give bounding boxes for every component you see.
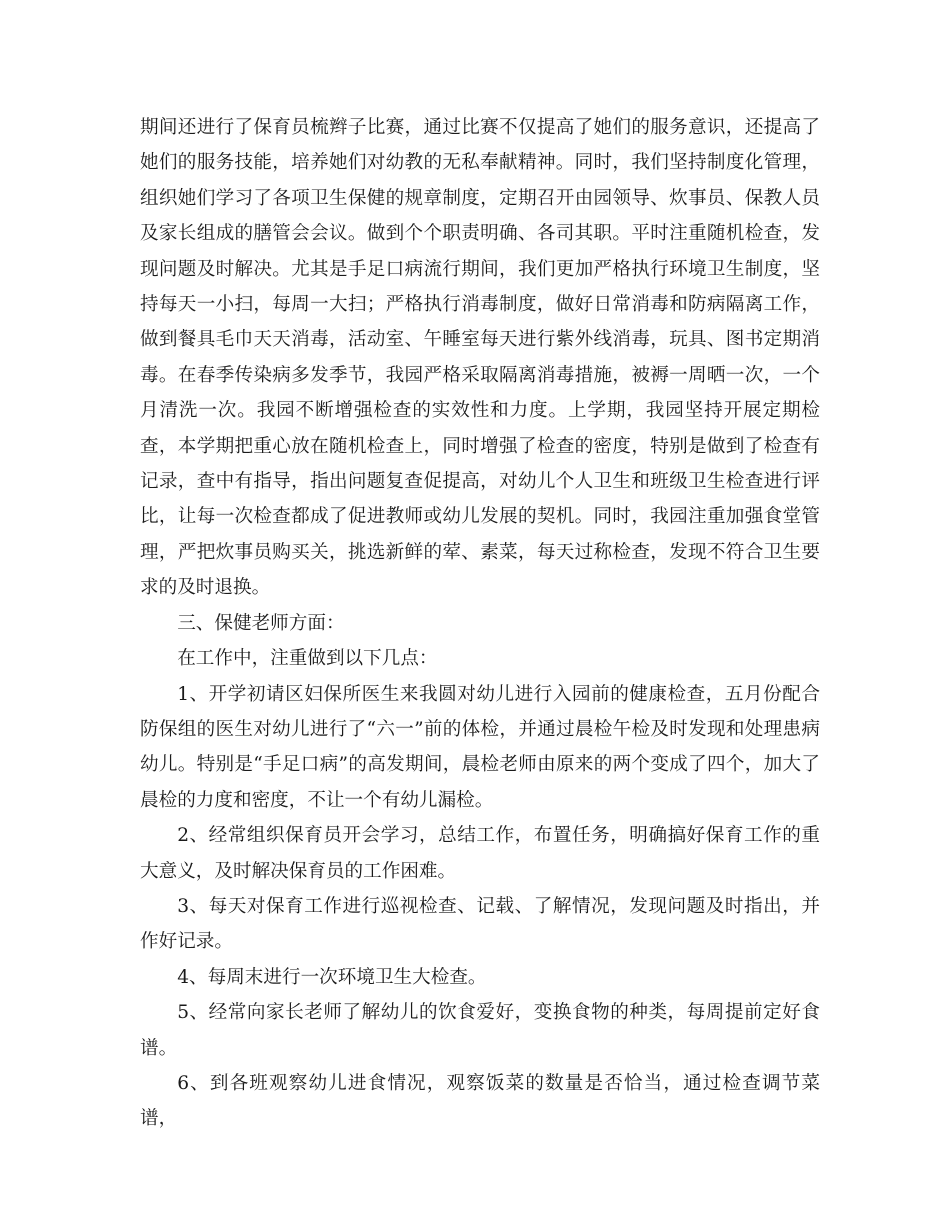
list-item-5: 5、经常向家长老师了解幼儿的饮食爱好，变换食物的种类，每周提前定好食谱。 xyxy=(140,1002,820,1059)
list-item-6: 6、到各班观察幼儿进食情况，观察饭菜的数量是否恰当，通过检查调节菜谱， xyxy=(140,1072,820,1130)
document-body xyxy=(140,110,820,1137)
paragraph-work-intro: 在工作中，注重做到以下几点： xyxy=(177,648,438,670)
paragraph-hygiene-management: 期间还进行了保育员梳辫子比赛，通过比赛不仅提高了她们的服务意识，还提高了她们的服务技能，培养她们对幼教的无私奉献精神。同时，我们坚持制度化管理，组织她们学习了各项卫生保健的规章制度，定期召开由园领导、炊事员、保教人员及家长组成的膳管会会议。做到个个职责明确、各司其职。平时注重随机检查，发现问题及时解决。尤其是手足口病流行期间，我们更加严格执行环境卫生制度，坚持每天一小扫，每周一大扫；严格执行消毒制度，做好日常消毒和防病隔离工作，做到餐具毛巾天天消毒，活动室、午睡室每天进行紫外线消毒，玩具、图书定期消毒。在春季传染病多发季节，我园严格采取隔离消毒措施，被褥一周晒一次，一个月清洗一次。我园不断增强检查的实效性和力度。上学期，我园坚持开展定期检查，本学期把重心放在随机检查上，同时增强了检查的密度，特别是做到了检查有记录，查中有指导，指出问题复查促提高，对幼儿个人卫生和班级卫生检查进行评比，让每一次检查都成了促进教师或幼儿发展的契机。同时，我园注重加强食堂管理，严把炊事员购买关，挑选新鲜的荤、素菜，每天过称检查，发现不符合卫生要求的及时退换。 xyxy=(140,117,820,599)
list-item-4: 4、每周末进行一次环境卫生大检查。 xyxy=(177,966,487,988)
list-item-3: 3、每天对保育工作进行巡视检查、记载、了解情况，发现问题及时指出，并作好记录。 xyxy=(140,895,820,953)
section-heading-health-teacher: 三、保健老师方面： xyxy=(177,612,345,634)
list-item-1: 1、开学初请区妇保所医生来我圆对幼儿进行入园前的健康检查，五月份配合防保组的医生对幼儿进行了“六一”前的体检，并通过晨检午检及时发现和处理患病幼儿。特别是“手足口病”的高发期间，晨检老师由原来的两个变成了四个，加大了晨检的力度和密度，不让一个有幼儿漏检。 xyxy=(140,683,820,811)
list-item-2: 2、经常组织保育员开会学习，总结工作，布置任务，明确搞好保育工作的重大意义，及时解决保育员的工作困难。 xyxy=(140,825,820,882)
